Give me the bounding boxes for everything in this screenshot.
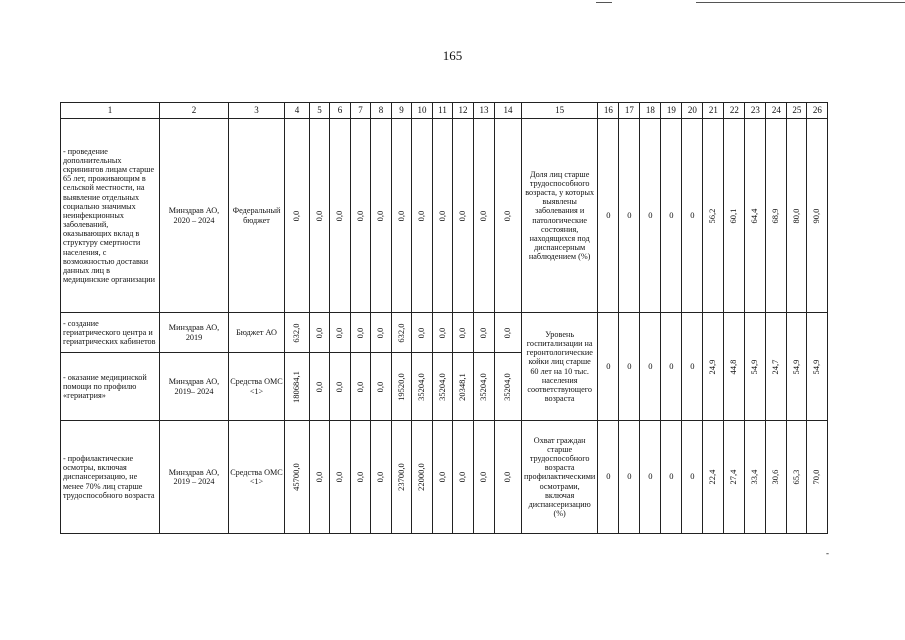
finance-value xyxy=(330,119,351,313)
header-cell: 10 xyxy=(412,103,433,119)
finance-value-text: 0,0 xyxy=(334,327,345,338)
footer-mark: - xyxy=(826,548,829,558)
finance-value xyxy=(310,421,330,534)
finance-value-text: 45700,0 xyxy=(291,463,302,491)
finance-value-text: 0,0 xyxy=(457,210,468,221)
header-cell: 9 xyxy=(392,103,412,119)
indicator-base-value: 0 xyxy=(682,421,703,534)
finance-value-text: 0,0 xyxy=(313,381,324,392)
table-row xyxy=(61,313,828,353)
finance-value-text: 0,0 xyxy=(502,471,513,483)
indicator-base-value: 0 xyxy=(682,313,703,421)
indicator-target-value-text: 33,4 xyxy=(749,469,760,485)
header-cell: 2 xyxy=(160,103,229,119)
finance-value xyxy=(453,313,474,353)
finance-value xyxy=(351,353,371,421)
header-cell: 26 xyxy=(807,103,828,119)
finance-value xyxy=(351,119,371,313)
indicator-name: Уровень госпитализации на геронтологические койки лиц старше 60 лет на 10 тыс. населения соответствующего возраста xyxy=(522,313,598,421)
finance-value-text: 23700,0 xyxy=(395,463,406,491)
finance-value-text: 35204,0 xyxy=(416,372,427,401)
finance-value-text: 0,0 xyxy=(502,327,513,338)
finance-value-text: 0,0 xyxy=(395,210,406,221)
finance-value-text: 0,0 xyxy=(354,381,365,392)
finance-value xyxy=(495,353,522,421)
finance-value xyxy=(310,353,330,421)
indicator-base-value: 0 xyxy=(661,421,682,534)
finance-value-text: 0,0 xyxy=(375,327,386,338)
finance-value xyxy=(330,353,351,421)
indicator-name: Охват граждан старше трудоспособного возраста профилактическими осмотрами, включая диспансеризацию (%) xyxy=(522,421,598,534)
finance-value-text: 35204,0 xyxy=(502,372,513,401)
finance-value xyxy=(392,353,412,421)
indicator-target-value xyxy=(766,313,787,421)
finance-value-text: 0,0 xyxy=(354,210,365,221)
indicator-target-value-text: 22,4 xyxy=(707,469,718,485)
finance-value-text: 0,0 xyxy=(334,471,345,483)
indicator-base-value: 0 xyxy=(640,421,661,534)
header-cell: 14 xyxy=(495,103,522,119)
finance-value xyxy=(495,119,522,313)
indicator-target-value-text: 24,7 xyxy=(770,359,781,374)
finance-value xyxy=(453,421,474,534)
finance-value-text: 0,0 xyxy=(313,471,324,483)
finance-value xyxy=(371,313,392,353)
funding-source: Бюджет АО xyxy=(229,313,285,353)
indicator-target-value-text: 64,4 xyxy=(749,208,760,223)
header-cell: 12 xyxy=(453,103,474,119)
header-cell: 21 xyxy=(703,103,724,119)
table-row xyxy=(61,119,828,313)
indicator-target-value xyxy=(766,119,787,313)
finance-value-text: 0,0 xyxy=(354,471,365,483)
finance-value-text: 0,0 xyxy=(416,210,427,221)
indicator-target-value xyxy=(703,313,724,421)
indicator-base-value: 0 xyxy=(682,119,703,313)
finance-value-text: 0,0 xyxy=(502,210,513,221)
finance-value-text: 0,0 xyxy=(436,210,447,221)
indicator-target-value xyxy=(745,421,766,534)
funding-source: Средства ОМС <1> xyxy=(229,353,285,421)
finance-value xyxy=(351,313,371,353)
indicator-target-value xyxy=(745,119,766,313)
finance-value xyxy=(371,119,392,313)
finance-value xyxy=(392,119,412,313)
header-cell: 7 xyxy=(351,103,371,119)
executor-period: Минздрав АО, 2019– 2024 xyxy=(160,353,229,421)
finance-value xyxy=(310,313,330,353)
indicator-base-value: 0 xyxy=(598,119,619,313)
finance-value xyxy=(392,421,412,534)
finance-value-text: 0,0 xyxy=(436,471,447,483)
finance-value-text: 0,0 xyxy=(478,327,489,338)
finance-value xyxy=(453,353,474,421)
finance-value xyxy=(433,313,453,353)
indicator-target-value xyxy=(807,421,828,534)
finance-value xyxy=(433,421,453,534)
indicator-target-value-text: 30,6 xyxy=(770,469,781,485)
header-cell: 24 xyxy=(766,103,787,119)
header-cell: 16 xyxy=(598,103,619,119)
finance-value xyxy=(474,421,495,534)
program-table xyxy=(60,102,828,534)
finance-value xyxy=(412,421,433,534)
finance-value-text: 0,0 xyxy=(436,327,447,338)
indicator-target-value xyxy=(766,421,787,534)
indicator-target-value-text: 80,0 xyxy=(791,208,802,223)
finance-value-text: 19520,0 xyxy=(395,372,406,401)
indicator-target-value xyxy=(724,313,745,421)
finance-value xyxy=(412,119,433,313)
indicator-target-value xyxy=(724,119,745,313)
finance-value-text: 0,0 xyxy=(375,381,386,392)
finance-value-text: 632,0 xyxy=(395,322,406,343)
finance-value-text: 0,0 xyxy=(457,471,468,483)
finance-value-text: 0,0 xyxy=(375,210,386,221)
indicator-target-value-text: 44,8 xyxy=(728,359,739,374)
finance-value-text: 0,0 xyxy=(334,210,345,221)
indicator-base-value: 0 xyxy=(619,119,640,313)
indicator-target-value xyxy=(703,421,724,534)
finance-value-text: 22000,0 xyxy=(416,463,427,491)
finance-value-text: 180684,1 xyxy=(291,370,302,403)
indicator-base-value: 0 xyxy=(640,119,661,313)
header-cell: 23 xyxy=(745,103,766,119)
indicator-target-value xyxy=(745,313,766,421)
finance-value-text: 0,0 xyxy=(478,471,489,483)
top-rule-right xyxy=(696,2,905,3)
indicator-target-value xyxy=(807,313,828,421)
funding-source: Федеральный бюджет xyxy=(229,119,285,313)
header-cell: 11 xyxy=(433,103,453,119)
page-number: 165 xyxy=(442,48,463,63)
finance-value xyxy=(371,421,392,534)
indicator-target-value-text: 60,1 xyxy=(728,208,739,223)
finance-value xyxy=(285,353,310,421)
finance-value-text: 0,0 xyxy=(334,381,345,392)
activity-description: - профилактические осмотры, включая диспансеризацию, не менее 70% лиц старше трудоспособного возраста xyxy=(61,421,160,534)
activity-description: - проведение дополнительных скринингов лицам старше 65 лет, проживающим в сельской местности, на выявление отдельных социально значимых неинфекционных заболеваний, оказывающих вклад в структуру смертности населения, с возможностью доставки данных лиц в медицинские организации xyxy=(61,119,160,313)
indicator-target-value xyxy=(703,119,724,313)
finance-value-text: 0,0 xyxy=(313,327,324,338)
finance-value xyxy=(474,353,495,421)
executor-period: Минздрав АО, 2019 xyxy=(160,313,229,353)
finance-value xyxy=(433,119,453,313)
header-cell: 5 xyxy=(310,103,330,119)
header-cell: 3 xyxy=(229,103,285,119)
finance-value-text: 0,0 xyxy=(313,210,324,221)
indicator-target-value-text: 27,4 xyxy=(728,469,739,485)
finance-value-text: 0,0 xyxy=(375,471,386,483)
finance-value xyxy=(433,353,453,421)
finance-value xyxy=(285,313,310,353)
header-row xyxy=(61,103,828,119)
finance-value xyxy=(285,119,310,313)
table-row xyxy=(61,421,828,534)
finance-value-text: 35204,0 xyxy=(436,372,447,401)
activity-description: - оказание медицинской помощи по профилю «гериатрия» xyxy=(61,353,160,421)
finance-value-text: 35204,0 xyxy=(478,372,489,401)
header-cell: 6 xyxy=(330,103,351,119)
top-rule-left xyxy=(596,2,612,3)
indicator-target-value xyxy=(787,313,807,421)
finance-value-text: 20348,1 xyxy=(457,372,468,401)
indicator-base-value: 0 xyxy=(640,313,661,421)
finance-value xyxy=(495,313,522,353)
indicator-name: Доля лиц старше трудоспособного возраста, у которых выявлены заболевания и патологические состояния, находящихся под диспансерным наблюдением (%) xyxy=(522,119,598,313)
indicator-base-value: 0 xyxy=(598,313,619,421)
indicator-target-value-text: 56,2 xyxy=(707,208,718,223)
finance-value-text: 0,0 xyxy=(478,210,489,221)
indicator-target-value-text: 65,3 xyxy=(791,469,802,485)
indicator-target-value-text: 54,9 xyxy=(749,359,760,374)
indicator-target-value-text: 54,9 xyxy=(811,359,822,374)
indicator-target-value xyxy=(807,119,828,313)
finance-value xyxy=(474,313,495,353)
header-cell: 4 xyxy=(285,103,310,119)
header-cell: 25 xyxy=(787,103,807,119)
finance-value xyxy=(285,421,310,534)
header-cell: 17 xyxy=(619,103,640,119)
finance-value xyxy=(412,313,433,353)
header-cell: 13 xyxy=(474,103,495,119)
header-cell: 22 xyxy=(724,103,745,119)
executor-period: Минздрав АО, 2019 – 2024 xyxy=(160,421,229,534)
finance-value-text: 632,0 xyxy=(291,322,302,343)
header-cell: 1 xyxy=(61,103,160,119)
finance-value xyxy=(495,421,522,534)
indicator-target-value xyxy=(724,421,745,534)
finance-value xyxy=(392,313,412,353)
indicator-target-value-text: 68,9 xyxy=(770,208,781,223)
finance-value xyxy=(453,119,474,313)
indicator-base-value: 0 xyxy=(661,119,682,313)
indicator-target-value-text: 54,9 xyxy=(791,359,802,374)
indicator-base-value: 0 xyxy=(619,313,640,421)
indicator-target-value-text: 90,0 xyxy=(811,208,822,223)
indicator-target-value xyxy=(787,421,807,534)
indicator-base-value: 0 xyxy=(598,421,619,534)
header-cell: 19 xyxy=(661,103,682,119)
finance-value-text: 0,0 xyxy=(291,210,302,221)
finance-value xyxy=(310,119,330,313)
activity-description: - создание гериатрического центра и гериатрических кабинетов xyxy=(61,313,160,353)
header-cell: 20 xyxy=(682,103,703,119)
indicator-base-value: 0 xyxy=(619,421,640,534)
finance-value-text: 0,0 xyxy=(416,327,427,338)
indicator-target-value-text: 24,9 xyxy=(707,359,718,374)
finance-value-text: 0,0 xyxy=(354,327,365,338)
executor-period: Минздрав АО, 2020 – 2024 xyxy=(160,119,229,313)
finance-value xyxy=(371,353,392,421)
indicator-target-value-text: 70,0 xyxy=(811,469,822,485)
header-cell: 8 xyxy=(371,103,392,119)
header-cell: 18 xyxy=(640,103,661,119)
finance-value-text: 0,0 xyxy=(457,327,468,338)
finance-value xyxy=(330,421,351,534)
finance-value xyxy=(474,119,495,313)
finance-value xyxy=(351,421,371,534)
finance-value xyxy=(412,353,433,421)
header-cell: 15 xyxy=(522,103,598,119)
funding-source: Средства ОМС <1> xyxy=(229,421,285,534)
indicator-target-value xyxy=(787,119,807,313)
indicator-base-value: 0 xyxy=(661,313,682,421)
finance-value xyxy=(330,313,351,353)
